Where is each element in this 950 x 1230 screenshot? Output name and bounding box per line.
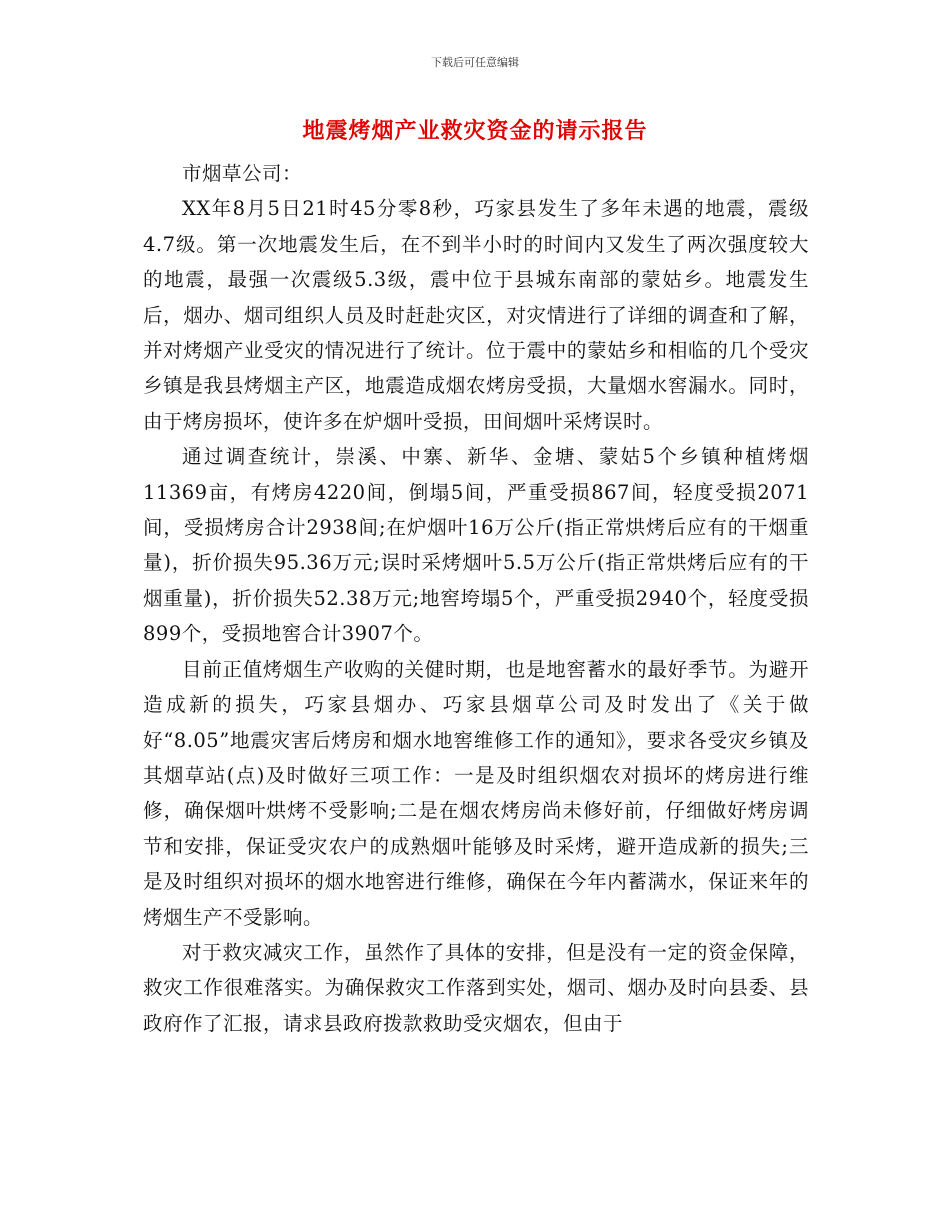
document-title: 地震烤烟产业救灾资金的请示报告 — [302, 119, 648, 144]
header-note: 下载后可任意编辑 — [431, 56, 519, 69]
paragraph-4: 对于救灾减灾工作，虽然作了具体的安排，但是没有一定的资金保障，救灾工作很难落实。为确保救灾工作落到实处，烟司、烟办及时向县委、县政府作了汇报，请求县政府拨款救助受灾烟农，但由于 — [143, 940, 809, 1035]
paragraph-3: 目前正值烤烟生产收购的关健时期，也是地窖蓄水的最好季节。为避开造成新的损失，巧家县烟办、巧家县烟草公司及时发出了《关于做好“8.05”地震灾害后烤房和烟水地窖维修工作的通知》，要求各受灾乡镇及其烟草站(点)及时做好三项工作：一是及时组织烟农对损坏的烤房进行维修，确保烟叶烘烤不受影响;二是在烟农烤房尚未修好前，仔细做好烤房调节和安排，保证受灾农户的成熟烟叶能够及时采烤，避开造成新的损失;三是及时组织对损坏的烟水地窖进行维修，确保在今年内蓄满水，保证来年的烤烟生产不受影响。 — [143, 657, 809, 929]
paragraph-2: 通过调查统计，崇溪、中寨、新华、金塘、蒙姑5个乡镇种植烤烟11369亩，有烤房4220间，倒塌5间，严重受损867间，轻度受损2071间，受损烤房合计2938间;在炉烟叶16万公斤(指正常烘烤后应有的干烟重量)，折价损失95.36万元;误时采烤烟叶5.5万公斤(指正常烘烤后应有的干烟重量)，折价损失52.38万元;地窖垮塌5个，严重受损2940个，轻度受损899个，受损地窖合计3907个。 — [143, 445, 809, 646]
document-body — [143, 156, 809, 1041]
salutation: 市烟草公司： — [182, 162, 303, 185]
paragraph-1: XX年8月5日21时45分零8秒，巧家县发生了多年未遇的地震，震级4.7级。第一次地震发生后，在不到半小时的时间内又发生了两次强度较大的地震，最强一次震级5.3级，震中位于县城东南部的蒙姑乡。地震发生后，烟办、烟司组织人员及时赶赴灾区，对灾情进行了详细的调查和了解，并对烤烟产业受灾的情况进行了统计。位于震中的蒙姑乡和相临的几个受灾乡镇是我县烤烟主产区，地震造成烟农烤房受损，大量烟水窖漏水。同时，由于烤房损坏，使许多在炉烟叶受损，田间烟叶采烤误时。 — [143, 197, 809, 433]
